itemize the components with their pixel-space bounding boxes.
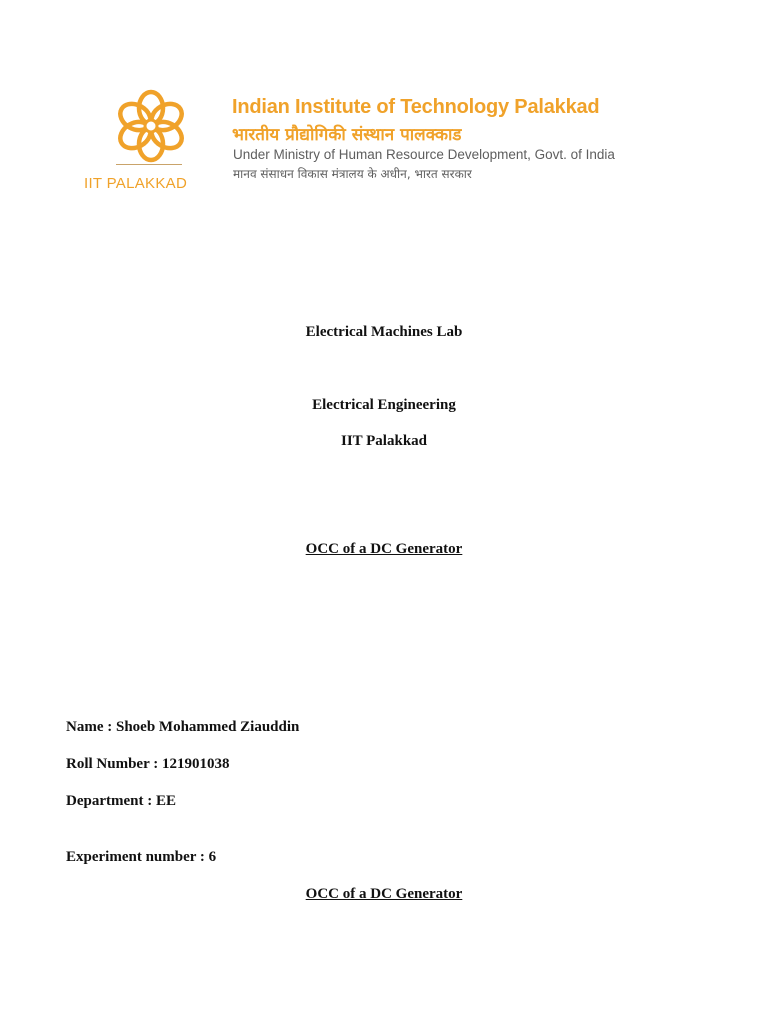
ministry-line-english: Under Ministry of Human Resource Development, Govt. of India xyxy=(233,147,615,162)
experiment-number: Experiment number : 6 xyxy=(66,849,217,865)
department-title: Electrical Engineering xyxy=(312,397,456,413)
institute-name-hindi: भारतीय प्रौद्योगिकी संस्थान पालक्काड xyxy=(232,125,462,145)
institute-name-english: Indian Institute of Technology Palakkad xyxy=(232,96,600,118)
experiment-title-repeat: OCC of a DC Generator xyxy=(305,886,463,902)
course-title: Electrical Machines Lab xyxy=(305,324,463,340)
experiment-title: OCC of a DC Generator xyxy=(305,541,463,557)
ministry-line-hindi: मानव संसाधन विकास मंत्रालय के अधीन, भारत सरकार xyxy=(233,167,472,181)
iit-palakkad-logo-icon xyxy=(108,86,194,166)
department-line: Department : EE xyxy=(66,793,176,809)
student-name: Name : Shoeb Mohammed Ziauddin xyxy=(66,719,300,735)
logo-caption: IIT PALAKKAD xyxy=(84,175,188,192)
institute-title: IIT Palakkad xyxy=(340,433,427,449)
roll-number: Roll Number : 121901038 xyxy=(66,756,230,772)
logo-divider xyxy=(116,164,182,165)
